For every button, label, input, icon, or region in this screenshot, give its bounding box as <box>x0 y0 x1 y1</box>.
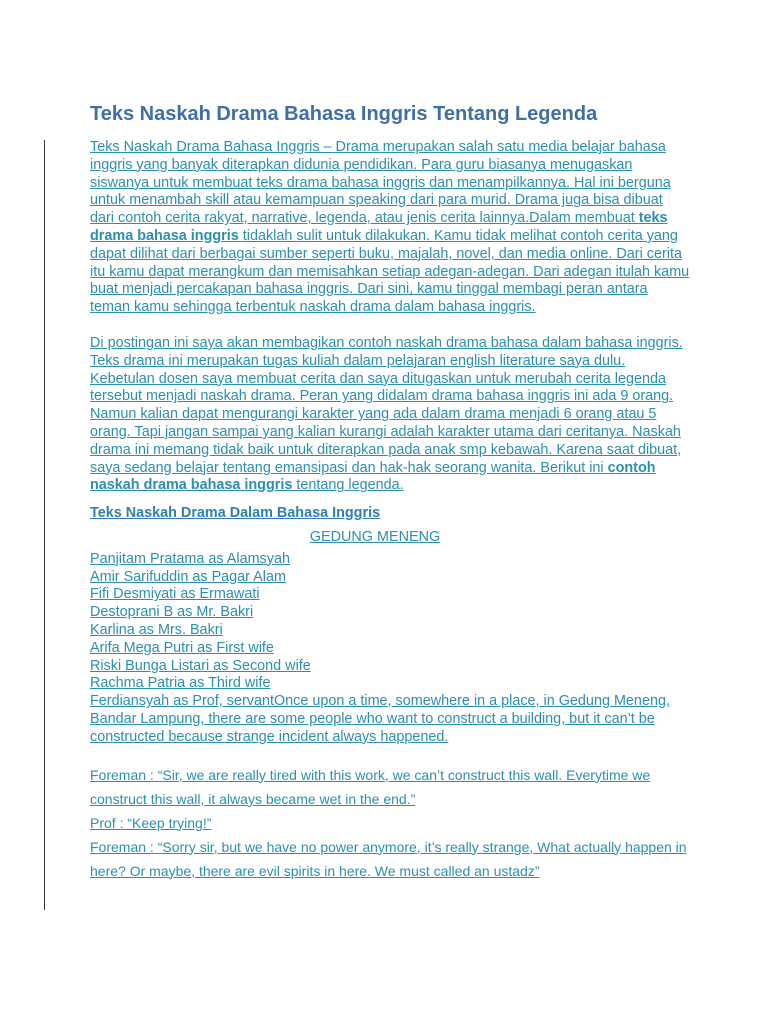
second-text-after: tentang legenda. <box>296 477 404 494</box>
cast-item[interactable]: Rachma Patria as Third wife <box>90 675 271 692</box>
story-title[interactable]: GEDUNG MENENG <box>309 528 441 545</box>
second-text-before: Di postingan ini saya akan membagikan contoh naskah drama bahasa dalam bahasa inggris. Teks drama ini merupakan tugas kuliah dalam pelajaran english literature saya dulu. Kebetulan dosen saya membuat cerita dan saya ditugaskan untuk merubah cerita legenda tersebut menjadi naskah drama. Peran yang didalam drama bahasa inggris ini ada 9 orang. Namun kalian dapat mengurangi karakter yang ada dalam drama menjadi 6 orang atau 5 orang. Tapi jangan sampai yang kalian kurangi adalah karakter utama dari ceritanya. Naskah drama ini memang tidak baik untuk diterapkan pada anak smp kebawah. Karena saat dibuat, saya sedang belajar tentang emansipasi dan hak-hak seorang wanita. Berikut ini <box>90 334 683 476</box>
dialog-section <box>90 763 690 883</box>
cast-item[interactable]: Amir Sarifuddin as Pagar Alam <box>90 568 286 585</box>
dialog-line[interactable]: Prof : “Keep trying!” <box>90 814 212 831</box>
second-paragraph <box>90 335 690 495</box>
second-keyword: contoh naskah drama bahasa inggris <box>90 459 656 494</box>
intro-paragraph <box>90 139 690 317</box>
cast-item[interactable]: Riski Bunga Listari as Second wife <box>90 657 311 674</box>
cast-item[interactable]: Destoprani B as Mr. Bakri <box>90 604 254 621</box>
intro-text-after: tidaklah sulit untuk dilakukan. Kamu tidak melihat contoh cerita yang dapat dilihat dari berbagai sumber seperti buku, majalah, novel, dan media online. Dari cerita itu kamu dapat merangkum dan memisahkan setiap adegan-adegan. Dari adegan itulah kamu buat menjadi percakapan bahasa inggris. Dari sini, kamu tinggal membagi peran antara teman kamu sehingga terbentuk naskah drama dalam bahasa inggris. <box>90 227 690 316</box>
intro-link[interactable] <box>90 139 689 315</box>
cast-item[interactable]: Fifi Desmiyati as Ermawati <box>90 586 260 603</box>
section-subheading[interactable]: Teks Naskah Drama Dalam Bahasa Inggris <box>90 505 381 522</box>
cast-item[interactable]: Panjitam Pratama as Alamsyah <box>90 550 290 567</box>
intro-text-before: Teks Naskah Drama Bahasa Inggris – Drama merupakan salah satu media belajar bahasa inggris yang banyak diterapkan didunia pendidikan. Para guru biasanya menugaskan siswanya untuk membuat teks drama bahasa inggris dan menampilkannya. Hal ini berguna untuk menambah skill atau kemampuan speaking dari para murid. Drama juga bisa dibuat dari contoh cerita rakyat, narrative, legenda, atau jenis cerita lainnya.Dalam membuat <box>90 139 671 227</box>
cast-item-with-story[interactable]: Ferdiansyah as Prof, servantOnce upon a time, somewhere in a place, in Gedung Meneng, Bandar Lampung, there are some people who want to construct a building, but it can’t be constructed because strange incident always happened. <box>90 693 670 745</box>
page-title: Teks Naskah Drama Bahasa Inggris Tentang Legenda <box>90 103 598 125</box>
article-body <box>90 139 690 883</box>
cast-list <box>90 551 690 747</box>
second-link[interactable] <box>90 335 683 493</box>
cast-item[interactable]: Arifa Mega Putri as First wife <box>90 639 274 656</box>
intro-keyword: teks drama bahasa inggris <box>90 210 668 244</box>
dialog-line[interactable]: Foreman : “Sorry sir, but we have no power anymore, it’s really strange, What actually happen in here? Or maybe, there are evil spirits in here. We must called an ustadz” <box>90 838 687 879</box>
dialog-line[interactable]: Foreman : “Sir, we are really tired with this work, we can’t construct this wall. Everytime we construct this wall, it always became wet in the end.” <box>90 766 651 807</box>
margin-line <box>44 140 45 910</box>
cast-item[interactable]: Karlina as Mrs. Bakri <box>90 621 223 638</box>
